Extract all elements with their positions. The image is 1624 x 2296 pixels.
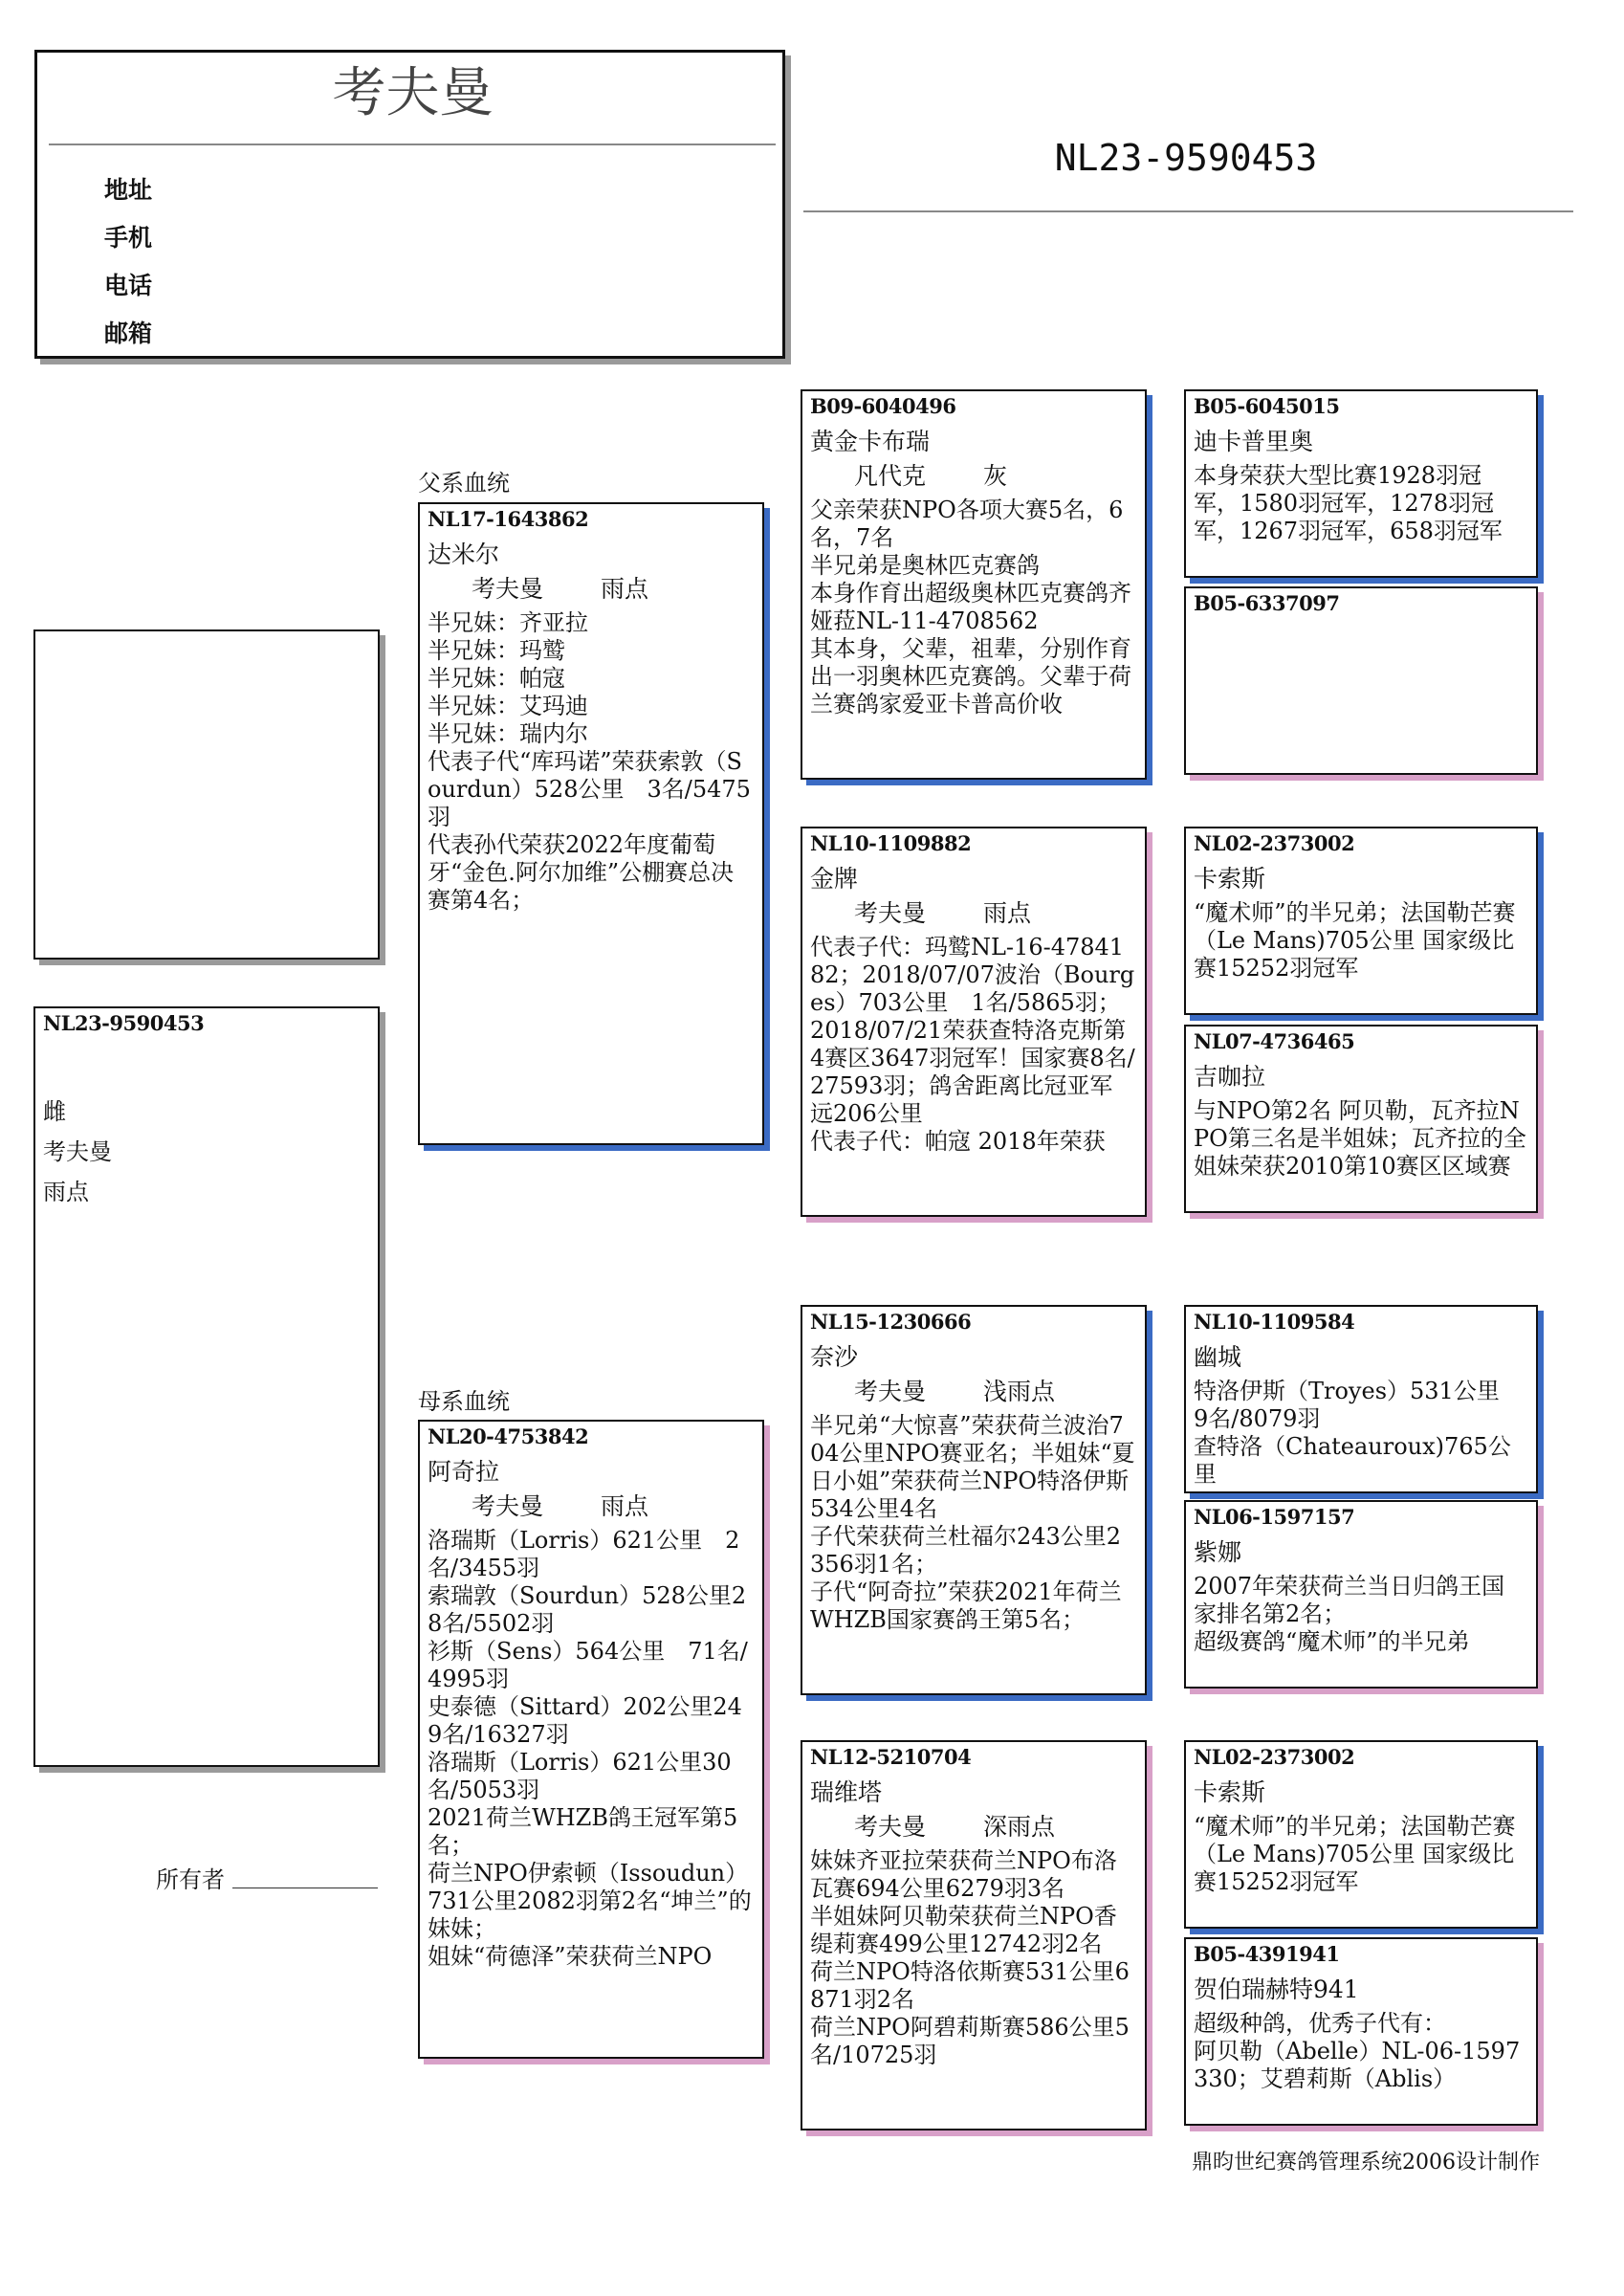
dam-name: 阿奇拉	[428, 1458, 500, 1486]
gen3-text: 超级种鸽，优秀子代有： 阿贝勒（Abelle）NL-06-1597330；艾碧莉斯（Ablis）	[1194, 2010, 1521, 2092]
gen3-ring: NL07-4736465	[1194, 1029, 1355, 1053]
subject-strain: 考夫曼	[43, 1138, 112, 1165]
footer-credit: 鼎昀世纪赛鸽管理系统2006设计制作	[1192, 2151, 1540, 2175]
dam-line-label: 母系血统	[418, 1388, 510, 1415]
field-phone-label: 电话	[104, 272, 153, 299]
sire-color: 雨点	[601, 575, 649, 603]
dam-color: 雨点	[601, 1492, 649, 1520]
owner-name: 考夫曼	[332, 62, 494, 124]
gen3-card-3	[1184, 827, 1538, 1015]
gen3-text: “魔术师”的半兄弟；法国勒芒赛（Le Mans)705公里 国家级比赛15252羽冠军	[1194, 899, 1516, 982]
dam-text: 洛瑞斯（Lorris）621公里 2名/3455羽 索瑞敦（Sourdun）528公里28名/5502羽 衫斯（Sens）564公里 71名/4995羽 史泰德（Sittard）202公里249名/16327羽 洛瑞斯（Lorris）621公里30名/5053羽 2021荷兰WHZB鸽王冠军第5名； 荷兰NPO伊索顿（Issoudun）731公里2082羽第2名“坤兰”的妹妹； 姐妹“荷德泽”荣获荷兰NPO	[428, 1527, 752, 1970]
field-email-label: 邮箱	[104, 320, 153, 347]
gen2-strain: 考夫曼	[854, 899, 927, 927]
sire-card	[418, 502, 764, 1145]
photo-box	[33, 629, 380, 960]
gen3-card-1	[1184, 389, 1538, 578]
gen2-name: 奈沙	[810, 1343, 859, 1371]
gen3-text: 与NPO第2名 阿贝勒，瓦齐拉NPO第三名是半姐妹；瓦齐拉的全姐妹荣获2010第10赛区区域赛	[1194, 1097, 1526, 1180]
gen3-text: 特洛伊斯（Troyes）531公里 9名/8079羽 查特洛（Chateauroux)765公里	[1194, 1378, 1511, 1488]
gen2-text: 半兄弟“大惊喜”荣获荷兰波治704公里NPO赛亚名；半姐妹“夏日小姐”荣获荷兰NPO特洛伊斯534公里4名 子代荣获荷兰杜福尔243公里2356羽1名； 子代“阿奇拉”荣获2021年荷兰WHZB国家赛鸽王第5名；	[810, 1412, 1135, 1633]
gen3-ring: B05-6337097	[1194, 591, 1340, 615]
sire-text: 半兄妹：齐亚拉 半兄妹：玛鹫 半兄妹：帕寇 半兄妹：艾玛迪 半兄妹：瑞内尔 代表子代“库玛诺”荣获索敦（Sourdun）528公里 3名/5475羽 代表孙代荣获2022年度葡萄牙“金色.阿尔加维”公棚赛总决赛第4名；	[428, 609, 751, 914]
sire-ring: NL17-1643862	[428, 507, 589, 531]
gen2-text: 妹妹齐亚拉荣获荷兰NPO布洛瓦赛694公里6279羽3名 半姐妹阿贝勒荣获荷兰NPO香缇莉赛499公里12742羽2名 荷兰NPO特洛依斯赛531公里6871羽2名 荷兰NPO阿碧莉斯赛586公里5名/10725羽	[810, 1847, 1130, 2068]
dam-ring: NL20-4753842	[428, 1424, 589, 1448]
gen3-name: 迪卡普里奥	[1194, 428, 1314, 455]
sire-strain: 考夫曼	[472, 575, 544, 603]
gen2-color: 浅雨点	[983, 1378, 1056, 1405]
gen3-ring: B05-6045015	[1194, 394, 1340, 418]
gen3-name: 幽城	[1194, 1343, 1242, 1371]
gen3-ring: NL10-1109584	[1194, 1310, 1355, 1334]
gen2-strain: 考夫曼	[854, 1378, 927, 1405]
gen3-ring: NL02-2373002	[1194, 831, 1355, 855]
subject-sex: 雌	[43, 1098, 66, 1125]
gen3-name: 贺伯瑞赫特941	[1194, 1976, 1359, 2003]
gen3-ring: B05-4391941	[1194, 1942, 1340, 1966]
field-address-label: 地址	[104, 176, 153, 204]
gen2-text: 代表子代：玛鹫NL-16-4784182；2018/07/07波治（Bourges）703公里 1名/5865羽；2018/07/21荣获查特洛克斯第4赛区3647羽冠军！国家赛8名/27593羽；鸽舍距离比冠亚军远206公里 代表子代：帕寇 2018年荣获	[810, 934, 1135, 1155]
gen3-text: 本身荣获大型比赛1928羽冠军，1580羽冠军，1278羽冠军，1267羽冠军，658羽冠军	[1194, 462, 1503, 544]
owner-label: 所有者	[156, 1866, 225, 1893]
gen2-card-3	[801, 1305, 1147, 1695]
gen3-text	[1186, 625, 1536, 630]
gen3-ring: NL06-1597157	[1194, 1505, 1355, 1529]
subject-color: 雨点	[43, 1179, 89, 1205]
gen2-card-4	[801, 1740, 1147, 2130]
header-ring-number: NL23-9590453	[1054, 137, 1318, 179]
gen3-name: 紫娜	[1194, 1538, 1242, 1566]
gen3-name: 卡索斯	[1194, 1778, 1266, 1806]
gen2-ring: NL12-5210704	[810, 1745, 972, 1769]
gen3-ring: NL02-2373002	[1194, 1745, 1355, 1769]
field-mobile-label: 手机	[104, 224, 153, 252]
subject-ring: NL23-9590453	[43, 1011, 205, 1035]
gen2-strain: 凡代克	[854, 462, 927, 490]
gen2-ring: NL10-1109882	[810, 831, 972, 855]
sire-name: 达米尔	[428, 541, 500, 568]
gen2-name: 瑞维塔	[810, 1778, 883, 1806]
gen3-card-6	[1184, 1500, 1538, 1689]
gen2-color: 灰	[983, 462, 1008, 490]
gen3-card-4	[1184, 1025, 1538, 1213]
gen3-card-7	[1184, 1740, 1538, 1929]
gen3-text: “魔术师”的半兄弟；法国勒芒赛（Le Mans)705公里 国家级比赛15252羽冠军	[1194, 1813, 1516, 1895]
header-ring-line	[803, 210, 1573, 212]
gen3-text: 2007年荣获荷兰当日归鸽王国家排名第2名； 超级赛鸽“魔术师”的半兄弟	[1194, 1573, 1505, 1655]
gen2-strain: 考夫曼	[854, 1813, 927, 1841]
gen2-name: 黄金卡布瑞	[810, 428, 931, 455]
gen3-card-2	[1184, 586, 1538, 775]
gen2-card-1	[801, 389, 1147, 780]
gen2-ring: NL15-1230666	[810, 1310, 972, 1334]
gen3-name: 卡索斯	[1194, 865, 1266, 893]
sire-line-label: 父系血统	[418, 470, 510, 497]
gen2-card-2	[801, 827, 1147, 1217]
dam-card	[418, 1420, 764, 2059]
gen2-color: 雨点	[983, 899, 1032, 927]
gen2-color: 深雨点	[983, 1813, 1056, 1841]
gen2-ring: B09-6040496	[810, 394, 956, 418]
subject-box	[33, 1006, 380, 1767]
gen2-text: 父亲荣获NPO各项大赛5名，6名，7名 半兄弟是奥林匹克赛鸽 本身作育出超级奥林匹克赛鸽齐娅菈NL-11-4708562 其本身，父辈，祖辈，分别作育出一羽奥林匹克赛鸽。父辈于荷兰赛鸽家爱亚卡普高价收	[810, 497, 1131, 718]
gen3-name: 吉咖拉	[1194, 1063, 1266, 1091]
dam-strain: 考夫曼	[472, 1492, 544, 1520]
owner-header-box	[34, 50, 785, 359]
header-divider	[49, 144, 776, 145]
gen2-name: 金牌	[810, 865, 859, 893]
gen3-name	[1186, 617, 1536, 625]
gen3-card-5	[1184, 1305, 1538, 1493]
gen3-card-8	[1184, 1937, 1538, 2126]
